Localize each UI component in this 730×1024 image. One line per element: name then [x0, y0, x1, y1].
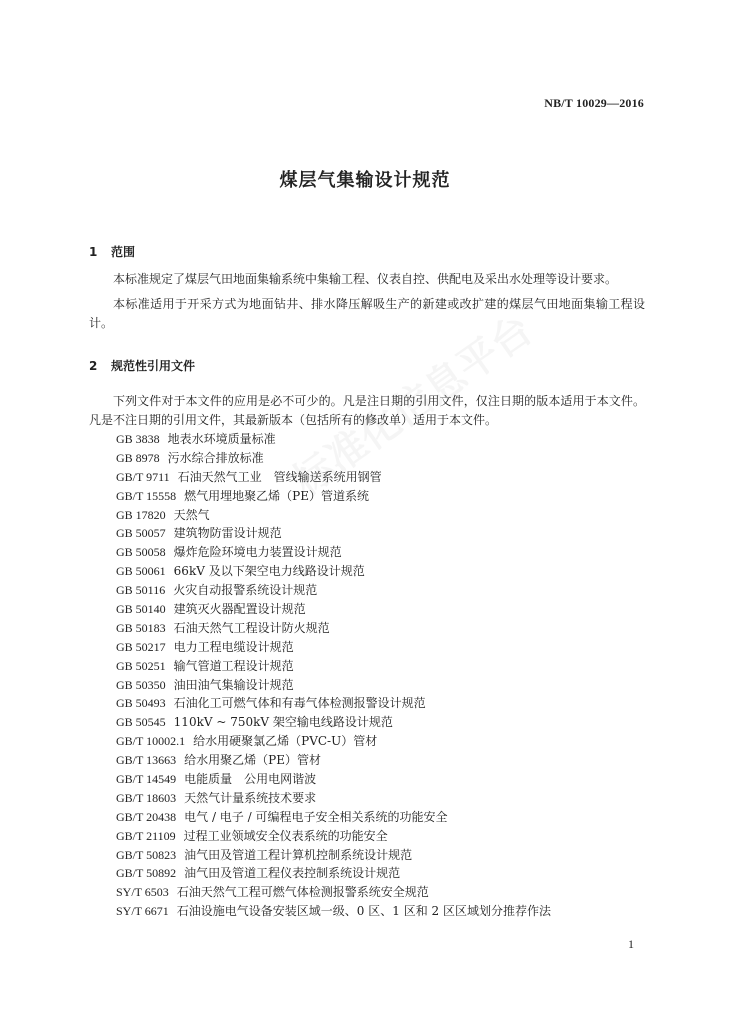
page-number: 1 [628, 937, 634, 951]
reference-title: 火灾自动报警系统设计规范 [173, 583, 318, 598]
reference-code: GB/T 20438 [116, 809, 177, 824]
section-2-intro: 下列文件对于本文件的应用是必不可少的。凡是注日期的引用文件，仅注日期的版本适用于本文件。凡是不注日期的引用文件，其最新版本（包括所有的修改单）适用于本文件。 [89, 394, 645, 427]
reference-code: GB/T 10002.1 [116, 734, 186, 749]
reference-item [116, 487, 551, 506]
reference-code: GB/T 9711 [116, 469, 170, 484]
reference-code: GB/T 18603 [116, 790, 177, 805]
reference-item [116, 770, 551, 789]
reference-title: 油气田及管道工程仪表控制系统设计规范 [184, 866, 401, 881]
reference-title: 地表水环境质量标准 [167, 432, 276, 446]
reference-title: 油田油气集输设计规范 [173, 677, 294, 692]
reference-item [116, 676, 551, 695]
document-title: 煤层气集输设计规范 [279, 170, 451, 191]
reference-title: 建筑物防雷设计规范 [173, 526, 282, 541]
reference-title: 建筑灭火器配置设计规范 [173, 602, 306, 617]
reference-code: SY/T 6671 [116, 904, 169, 919]
section-2-heading [89, 357, 195, 374]
reference-title: 给水用硬聚氯乙烯（PVC-U）管材 [193, 734, 378, 749]
reference-item [116, 789, 551, 808]
reference-item [116, 902, 551, 921]
section-1-paragraph-2: 本标准适用于开采方式为地面钻井、排水降压解吸生产的新建或改扩建的煤层气田地面集输工程设计。 [89, 297, 645, 330]
reference-code: GB 50061 [116, 564, 166, 579]
section-2-title: 规范性引用文件 [111, 359, 196, 373]
reference-code: GB 50140 [116, 602, 166, 617]
reference-title: 油气田及管道工程计算机控制系统设计规范 [184, 847, 413, 862]
reference-code: GB 50251 [116, 658, 166, 673]
reference-title: 电能质量 公用电网谐波 [184, 772, 317, 787]
reference-code: GB/T 15558 [116, 488, 177, 503]
reference-item [116, 543, 551, 562]
reference-code: GB 50116 [116, 583, 166, 598]
reference-item [116, 694, 551, 713]
reference-title: 110kV ~ 750kV 架空输电线路设计规范 [173, 715, 393, 730]
reference-code: GB/T 21109 [116, 828, 176, 843]
section-1-paragraph-1: 本标准规定了煤层气田地面集输系统中集输工程、仪表自控、供配电及采出水处理等设计要求。 [113, 272, 618, 286]
reference-item [116, 864, 551, 883]
reference-title: 石油化工可燃气体和有毒气体检测报警设计规范 [173, 696, 426, 711]
reference-title: 电气 / 电子 / 可编程电子安全相关系统的功能安全 [184, 809, 448, 824]
reference-item [116, 524, 551, 543]
reference-code: GB 50058 [116, 545, 166, 560]
reference-title: 天然气 [173, 507, 210, 522]
reference-item [116, 751, 551, 770]
section-2-number: 2 [89, 359, 98, 373]
reference-title: 电力工程电缆设计规范 [173, 639, 294, 654]
reference-title: 给水用聚乙烯（PE）管材 [184, 753, 321, 768]
reference-title: 燃气用埋地聚乙烯（PE）管道系统 [184, 488, 369, 503]
reference-item [116, 468, 551, 487]
section-1-number: 1 [89, 245, 98, 259]
reference-code: GB 3838 [116, 432, 160, 446]
reference-code: GB 50350 [116, 677, 166, 692]
reference-title: 石油天然气工程可燃气体检测报警系统安全规范 [176, 885, 429, 900]
reference-title: 66kV 及以下架空电力线路设计规范 [173, 564, 365, 579]
reference-title: 石油天然气工程设计防火规范 [173, 620, 330, 635]
reference-title: 石油设施电气设备安装区域一级、0 区、1 区和 2 区区域划分推荐作法 [176, 904, 551, 919]
reference-code: GB/T 50823 [116, 847, 177, 862]
reference-list [116, 430, 551, 921]
reference-title: 过程工业领域安全仪表系统的功能安全 [183, 828, 388, 843]
reference-item [116, 506, 551, 525]
reference-code: SY/T 6503 [116, 885, 169, 900]
reference-code: GB 50493 [116, 696, 166, 711]
reference-item [116, 883, 551, 902]
reference-item [116, 562, 551, 581]
reference-item [116, 713, 551, 732]
section-1-title: 范围 [111, 245, 136, 259]
standard-code: NB/T 10029—2016 [544, 96, 644, 110]
reference-code: GB 17820 [116, 507, 166, 522]
section-1-heading [89, 243, 135, 260]
reference-code: GB 50545 [116, 715, 166, 730]
reference-code: GB/T 50892 [116, 866, 177, 881]
reference-item [116, 657, 551, 676]
reference-title: 输气管道工程设计规范 [173, 658, 294, 673]
reference-title: 天然气计量系统技术要求 [184, 790, 317, 805]
reference-code: GB 50057 [116, 526, 166, 541]
reference-code: GB/T 14549 [116, 772, 177, 787]
reference-code: GB 8978 [116, 450, 160, 465]
reference-title: 石油天然气工业 管线输送系统用钢管 [177, 469, 382, 484]
reference-title: 污水综合排放标准 [167, 450, 264, 465]
reference-item [116, 449, 551, 468]
reference-code: GB 50183 [116, 620, 166, 635]
reference-item [116, 827, 551, 846]
reference-title: 爆炸危险环境电力装置设计规范 [173, 545, 342, 560]
reference-item [116, 808, 551, 827]
reference-item [116, 581, 551, 600]
reference-item [116, 732, 551, 751]
reference-item [116, 846, 551, 865]
reference-item [116, 430, 551, 449]
reference-code: GB 50217 [116, 639, 166, 654]
reference-item [116, 638, 551, 657]
reference-item [116, 619, 551, 638]
reference-code: GB/T 13663 [116, 753, 177, 768]
reference-item [116, 600, 551, 619]
